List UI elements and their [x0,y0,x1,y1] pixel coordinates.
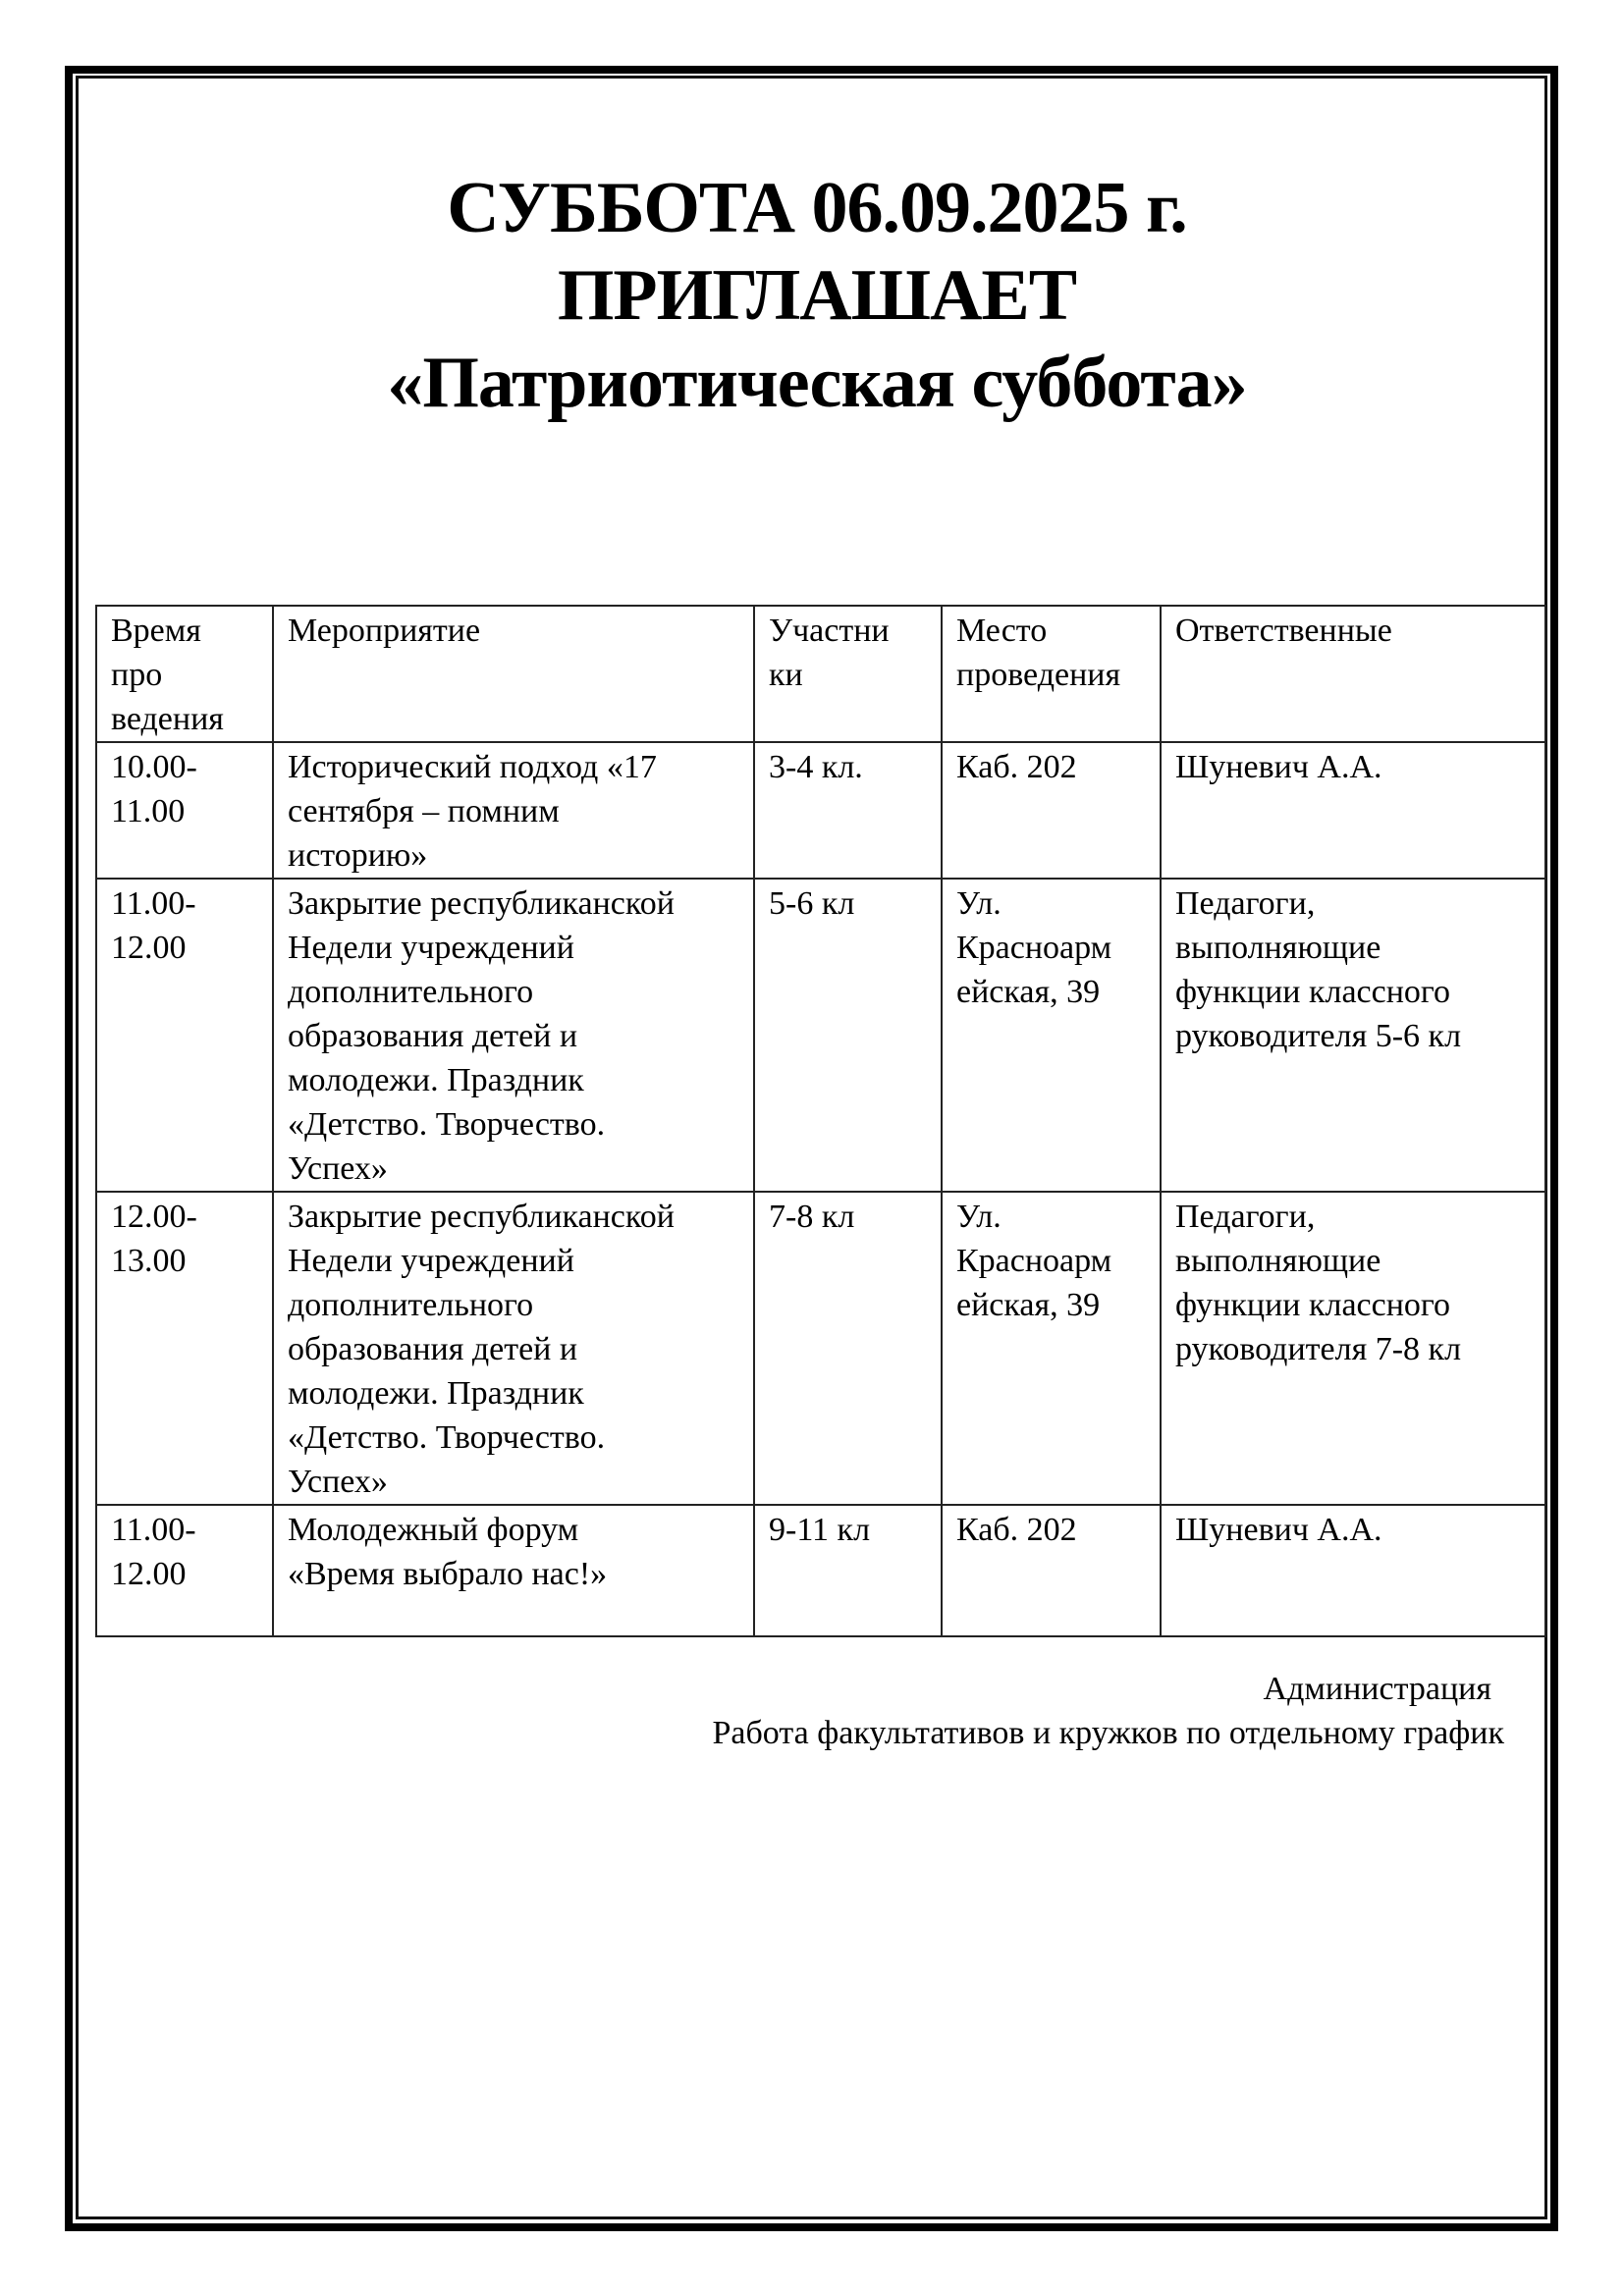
cell-responsible: Педагоги, выполняющие функции классного руководителя 7-8 кл [1161,1192,1545,1505]
cell-responsible: Педагоги, выполняющие функции классного руководителя 5-6 кл [1161,879,1545,1192]
cell-event: Закрытие республиканской Недели учреждений дополнительного образования детей и молодежи. Праздник «Детство. Творчество. Успех» [273,879,754,1192]
title-line-date: СУББОТА 06.09.2025 г. [447,168,1187,248]
title-line-invites: ПРИГЛАШАЕТ [557,255,1077,336]
footer-schedule-note: Работа факультативов и кружков по отдельному график [712,1715,1504,1751]
table-header-row [96,606,1545,742]
header-time: Время про ведения [96,606,273,742]
cell-time: 10.00- 11.00 [96,742,273,879]
schedule-table [95,605,1546,1637]
header-place: Место проведения [942,606,1161,742]
cell-participants: 5-6 кл [754,879,942,1192]
header-event: Мероприятие [273,606,754,742]
table-row [96,742,1545,879]
title-line-event-name: «Патриотическая суббота» [387,343,1247,423]
cell-event: Закрытие республиканской Недели учреждений дополнительного образования детей и молодежи. Праздник «Детство. Творчество. Успех» [273,1192,754,1505]
cell-responsible: Шуневич А.А. [1161,742,1545,879]
cell-responsible: Шуневич А.А. [1161,1505,1545,1636]
cell-event: Исторический подход «17 сентября – помним историю» [273,742,754,879]
header-responsible: Ответственные [1161,606,1545,742]
cell-participants: 9-11 кл [754,1505,942,1636]
cell-place: Ул. Красноарм ейская, 39 [942,879,1161,1192]
cell-participants: 3-4 кл. [754,742,942,879]
page-title [76,165,1558,427]
cell-place: Каб. 202 [942,742,1161,879]
cell-time: 12.00- 13.00 [96,1192,273,1505]
cell-participants: 7-8 кл [754,1192,942,1505]
cell-time: 11.00- 12.00 [96,879,273,1192]
cell-time: 11.00- 12.00 [96,1505,273,1636]
cell-place: Ул. Красноарм ейская, 39 [942,1192,1161,1505]
cell-place: Каб. 202 [942,1505,1161,1636]
footer-administration: Администрация [1263,1671,1491,1707]
cell-event: Молодежный форум «Время выбрало нас!» [273,1505,754,1636]
table-row [96,1192,1545,1505]
table-row [96,879,1545,1192]
table-row [96,1505,1545,1636]
header-participants: Участни ки [754,606,942,742]
